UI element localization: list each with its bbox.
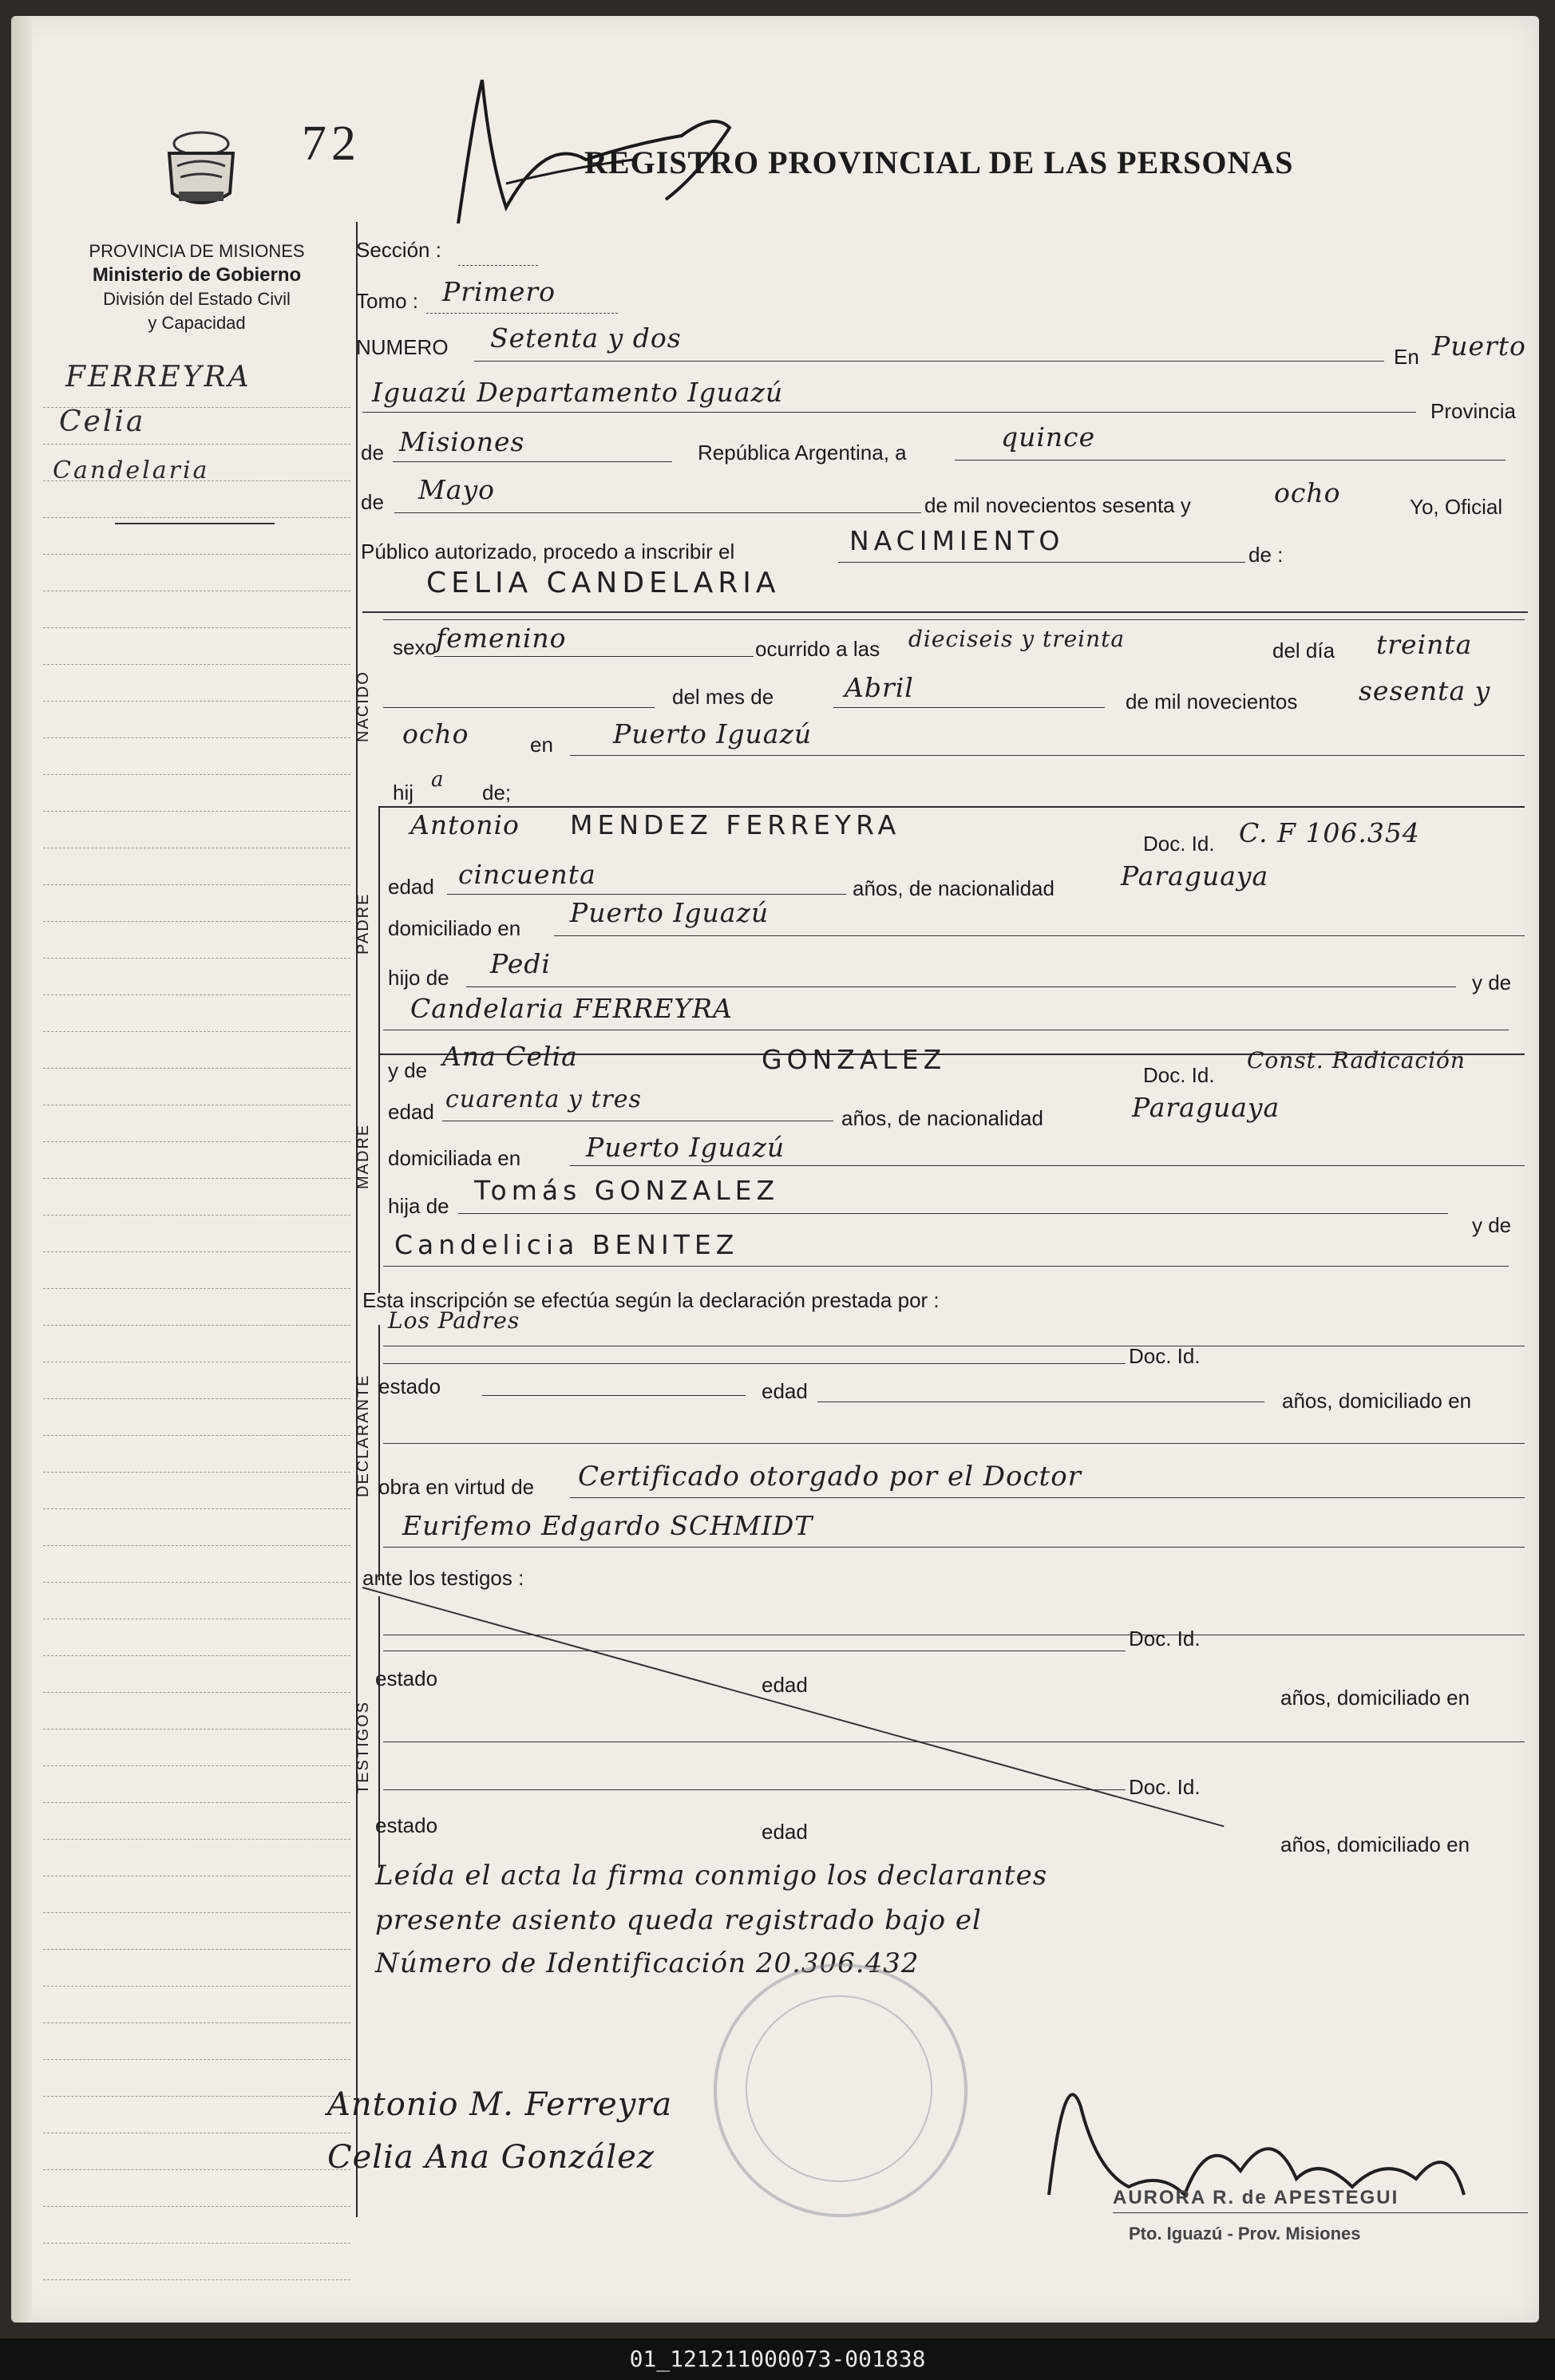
madre-bar [378,1054,380,1293]
label-de-mil-novecientos: de mil novecientos [1126,690,1298,714]
madre-hija-line [458,1213,1448,1214]
value-madre-doc: Const. Radicación [1247,1047,1466,1073]
label-madre-doc: Doc. Id. [1143,1063,1215,1087]
margin-ruled-line [43,1582,350,1583]
label-padre-edad: edad [388,875,434,899]
margin-ruled-line [43,664,350,665]
value-madre-apellido: GONZALEZ [762,1044,947,1075]
margin-surname: FERREYRA [65,361,251,393]
value-madre-domicilio: Puerto Iguazú [586,1132,785,1163]
testigos-doc-line-2 [383,1789,1126,1790]
value-madre-edad: cuarenta y tres [445,1085,642,1113]
margin-ruled-line [43,517,350,518]
mes-line [394,512,921,513]
label-declarante-estado: estado [378,1374,441,1398]
margin-ruled-lines [43,407,350,2323]
value-mes-nacimiento: Abril [845,672,914,703]
declarante-dom-line [383,1443,1525,1444]
margin-ruled-line [43,884,350,885]
margin-ruled-line [43,554,350,555]
value-padre-apellidos: MENDEZ FERREYRA [570,809,901,840]
label-yo-oficial: Yo, Oficial [1410,495,1503,519]
value-dia-inscripcion: quince [1001,421,1096,453]
value-madre-nombre: Ana Celia [442,1041,578,1072]
margin-ruled-line [43,627,350,628]
label-padre-anos-nac: años, de nacionalidad [853,876,1054,900]
handwritten-annotation-scribble [426,64,762,239]
padre-edad-line [447,894,846,895]
margin-ruled-line [43,1398,350,1399]
margin-ruled-line [43,1949,350,1950]
margin-ruled-line [43,1325,350,1326]
margin-ruled-line [43,701,350,702]
margin-ruled-line [43,1178,350,1179]
margin-ruled-line [43,737,350,738]
label-testigo1-anos: años, domiciliado en [1280,1686,1470,1710]
coat-of-arms-icon [153,126,249,214]
dia-line [955,460,1506,461]
padre-top-line [378,806,1525,808]
padre-dom-line [554,935,1525,936]
file-identifier: 01_121211000073-001838 [629,2346,926,2372]
margin-given-name-1: Celia [59,405,146,438]
label-ante-testigos: ante los testigos : [362,1566,524,1590]
value-hij-suffix: a [431,768,445,792]
label-de-colon: de : [1248,543,1284,567]
value-lugar: Puerto [1432,330,1526,362]
label-provincia: Provincia [1430,399,1516,423]
value-madre-y-de: Candelicia BENITEZ [394,1229,739,1260]
margin-ruled-line [43,1765,350,1766]
section-madre: MADRE [354,1123,372,1189]
value-tomo: Primero [442,276,556,307]
section-declarante: DECLARANTE [354,1374,372,1497]
margin-ruled-line [43,1472,350,1473]
margin-ruled-line [43,2206,350,2207]
label-inscripcion: Esta inscripción se efectúa según la declaración prestada por : [362,1288,940,1312]
value-mes: Mayo [418,474,495,505]
label-hij: hij [393,781,414,805]
document-title: REGISTRO PROVINCIAL DE LAS PERSONAS [584,144,1294,180]
mes-nac-line [833,707,1105,708]
nacido-top-line [383,619,1525,620]
margin-ruled-line [43,1986,350,1987]
nombre-line [362,611,1528,613]
value-anio: ocho [1274,477,1341,508]
note-line-3: Número de Identificación 20.306.432 [375,1947,920,1979]
value-dia-nacimiento: treinta [1376,629,1473,660]
margin-ruled-line [43,1215,350,1216]
label-publico: Público autorizado, procedo a inscribir el [361,540,735,563]
label-testigo1-estado: estado [375,1666,438,1690]
section-testigos: TESTIGOS [354,1700,372,1794]
oficial-location-stamp: Pto. Iguazú - Prov. Misiones [1129,2224,1361,2244]
margin-ruled-line [43,994,350,995]
value-acto: NACIMIENTO [849,525,1065,556]
value-hora: dieciseis y treinta [908,626,1126,652]
label-madre-anos-nac: años, de nacionalidad [841,1106,1043,1130]
label-madre-hija-de: hija de [388,1194,449,1218]
lugar-line [362,412,1416,413]
page-spine [11,16,32,2323]
label-sexo: sexo [393,635,437,659]
margin-ruled-line [43,1912,350,1913]
sexo-line [434,656,754,657]
tomo-line [426,313,618,314]
value-padre-domicilio: Puerto Iguazú [570,897,770,928]
value-obra-1: Certificado otorgado por el Doctor [578,1461,1082,1492]
margin-ruled-line [43,958,350,959]
margin-ruled-line [43,1141,350,1142]
margin-ruled-line [43,2059,350,2060]
label-de-mil: de mil novecientos sesenta y [924,493,1191,517]
margin-ruled-line [43,1545,350,1546]
label-padre-hijo-de: hijo de [388,966,449,990]
oficial-name-stamp: AURORA R. de APESTEGUI [1113,2187,1399,2208]
margin-ruled-line [43,921,350,922]
value-obra-2: Eurifemo Edgardo SCHMIDT [402,1510,813,1541]
estado-line [482,1395,746,1396]
label-en: En [1394,345,1419,369]
official-stamp-inner [746,1995,932,2182]
obra-line [570,1497,1525,1498]
label-obra: obra en virtud de [378,1475,535,1499]
page-number: 72 [302,117,361,171]
label-testigo2-edad: edad [762,1820,808,1844]
value-madre-nac: Paraguaya [1132,1092,1280,1123]
margin-ruled-line [43,774,350,775]
declarante-bar [378,1325,380,1580]
label-del-mes: del mes de [672,685,774,709]
provincia-line [393,461,672,462]
authority-line-province: PROVINCIA DE MISIONES [89,241,305,261]
label-ocurrido: ocurrido a las [755,637,880,661]
label-tomo: Tomo : [356,289,419,313]
value-anio-nacimiento: sesenta y [1359,675,1491,706]
madre-y-de-line [383,1266,1509,1267]
registry-page [11,16,1539,2323]
margin-ruled-line [43,2279,350,2280]
label-republica: República Argentina, a [698,441,907,465]
label-testigo2-estado: estado [375,1813,438,1837]
label-madre-edad: edad [388,1100,434,1124]
margin-ruled-line [43,1435,350,1436]
label-numero: NUMERO [356,335,449,359]
label-padre-domicilio: domiciliado en [388,916,521,940]
numero-line [474,361,1384,362]
issuing-authority [43,239,350,335]
margin-ruled-line [43,1655,350,1656]
value-padre-y-de: Candelaria FERREYRA [410,993,733,1024]
margin-ruled-line [43,2022,350,2023]
label-de: de [361,441,384,465]
acto-line [838,562,1245,563]
authority-line-division: División del Estado Civil [103,289,291,309]
authority-line-capacity: y Capacidad [148,313,246,333]
margin-ruled-line [43,1839,350,1840]
value-padre-doc: C. F 106.354 [1239,817,1420,848]
value-sexo: femenino [436,623,567,654]
margin-ruled-line [43,407,350,408]
value-declarante: Los Padres [388,1307,520,1334]
value-nombre: CELIA CANDELARIA [426,567,781,599]
margin-ruled-line [43,1251,350,1252]
margin-ruled-line [43,811,350,812]
value-madre-hija-de: Tomás GONZALEZ [474,1175,780,1206]
label-declarante-anos: años, domiciliado en [1282,1389,1472,1413]
value-padre-nac: Paraguaya [1121,860,1269,892]
lugar-nac-line [570,755,1525,756]
margin-ruled-line [43,1508,350,1509]
section-padre: PADRE [354,892,372,955]
note-line-2: presente asiento queda registrado bajo el [375,1904,982,1936]
declarante-doc-line [383,1363,1126,1364]
padre-bar [378,806,380,1054]
margin-ruled-line [43,1288,350,1289]
label-declarante-edad: edad [762,1379,808,1403]
padre-hijo-line [466,986,1456,987]
oficial-line [1113,2212,1528,2213]
label-testigo1-edad: edad [762,1673,808,1697]
value-lugar-nacimiento: Puerto Iguazú [613,718,813,749]
signature-padre: Antonio M. Ferreyra [327,2086,673,2123]
value-padre-edad: cincuenta [458,859,596,890]
label-testigo2-anos: años, domiciliado en [1280,1832,1470,1856]
margin-ruled-line [43,1692,350,1693]
label-del-dia: del día [1272,638,1335,662]
label-padre-y-de: y de [1472,971,1512,994]
label-madre-y-de-final: y de [1472,1213,1512,1237]
signature-madre: Celia Ana González [327,2139,655,2176]
margin-ruled-line [43,1729,350,1730]
margin-ruled-line [43,2096,350,2097]
value-anio-nacimiento-2: ocho [402,718,469,749]
label-declarante-doc: Doc. Id. [1129,1344,1201,1368]
section-nacido: NACIDO [354,670,372,742]
margin-ruled-line [43,2243,350,2244]
margin-ruled-line [43,2169,350,2170]
seccion-line [458,265,538,266]
margin-ruled-line [43,444,350,445]
value-numero: Setenta y dos [490,322,682,354]
value-padre-nombre: Antonio [410,809,520,840]
margin-ruled-line [43,1068,350,1069]
label-en-lugar: en [530,733,553,757]
file-identifier-bar [0,2338,1555,2380]
value-provincia: Misiones [399,426,525,457]
madre-dom-line [570,1165,1525,1166]
margin-ruled-line [43,1802,350,1803]
blank-line [383,707,655,708]
margin-given-name-2: Candelaria [53,457,210,484]
label-de-semicolon: de; [482,781,512,805]
label-seccion: Sección : [356,238,441,262]
authority-line-ministry: Ministerio de Gobierno [92,264,302,286]
label-madre-domicilio: domiciliada en [388,1146,521,1170]
label-de-mes: de [361,490,384,514]
margin-ruled-line [43,480,350,481]
label-padre-doc: Doc. Id. [1143,832,1215,856]
label-testigo1-doc: Doc. Id. [1129,1627,1201,1651]
label-testigo2-doc: Doc. Id. [1129,1775,1201,1799]
value-lugar-continued: Iguazú Departamento Iguazú [372,377,784,408]
value-padre-hijo-de: Pedi [490,948,551,979]
margin-ruled-line [43,1031,350,1032]
obra-2-line [383,1547,1525,1548]
label-madre-y-de: y de [388,1058,428,1082]
note-line-1: Leída el acta la firma conmigo los declarantes [375,1860,1048,1892]
